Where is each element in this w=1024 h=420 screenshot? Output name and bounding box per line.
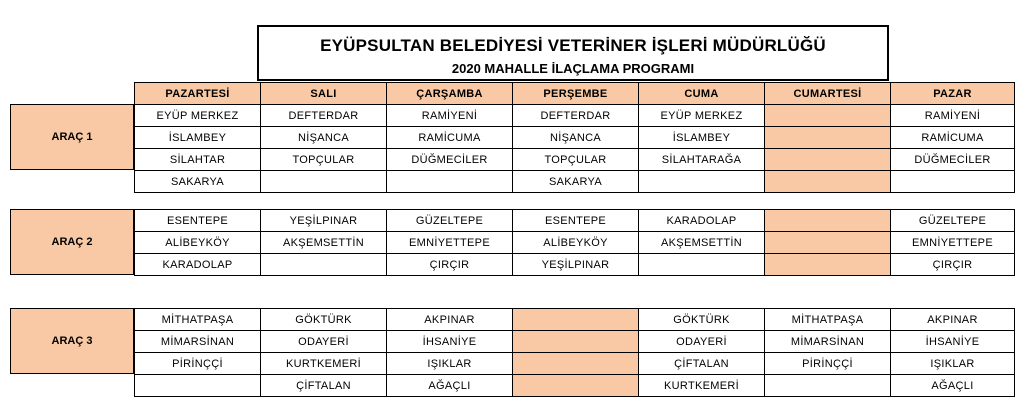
schedule-cell: AKPINAR (891, 309, 1015, 331)
table-row (135, 232, 1015, 254)
schedule-cell: GÜZELTEPE (387, 210, 513, 232)
schedule-cell (765, 149, 891, 171)
schedule-cell (261, 171, 387, 193)
schedule-cell (765, 375, 891, 397)
schedule-cell: SİLAHTARAĞA (639, 149, 765, 171)
schedule-cell: ALİBEYKÖY (135, 232, 261, 254)
schedule-cell: GÜZELTEPE (891, 210, 1015, 232)
schedule-cell: ÇIRÇIR (387, 254, 513, 276)
table-row (135, 149, 1015, 171)
schedule-cell: ÇİFTALAN (639, 353, 765, 375)
schedule-cell: RAMİCUMA (387, 127, 513, 149)
schedule-cell (765, 127, 891, 149)
schedule-cell: ALİBEYKÖY (513, 232, 639, 254)
schedule-cell: GÖKTÜRK (261, 309, 387, 331)
schedule-cell: AKŞEMSETTİN (639, 232, 765, 254)
vehicle-1-schedule (134, 104, 1015, 193)
schedule-cell: AKPINAR (387, 309, 513, 331)
schedule-cell (513, 353, 639, 375)
schedule-cell: RAMİYENİ (387, 105, 513, 127)
schedule-cell: MİTHATPAŞA (765, 309, 891, 331)
table-row (135, 254, 1015, 276)
schedule-cell: NİŞANCA (261, 127, 387, 149)
schedule-cell: EMNİYETTEPE (891, 232, 1015, 254)
schedule-cell: AĞAÇLI (387, 375, 513, 397)
schedule-cell: SAKARYA (135, 171, 261, 193)
schedule-cell: PİRİNÇÇİ (135, 353, 261, 375)
schedule-cell: RAMİYENİ (891, 105, 1015, 127)
schedule-cell: KURTKEMERİ (639, 375, 765, 397)
schedule-cell: AKŞEMSETTİN (261, 232, 387, 254)
schedule-cell: EYÜP MERKEZ (135, 105, 261, 127)
schedule-cell: AĞAÇLI (891, 375, 1015, 397)
schedule-cell: YEŞİLPINAR (513, 254, 639, 276)
vehicle-label-3: ARAÇ 3 (10, 308, 134, 374)
schedule-cell: SAKARYA (513, 171, 639, 193)
schedule-cell: IŞIKLAR (387, 353, 513, 375)
vehicle-3-schedule (134, 308, 1015, 397)
schedule-cell: ESENTEPE (513, 210, 639, 232)
schedule-cell (765, 171, 891, 193)
table-row (135, 210, 1015, 232)
schedule-cell: YEŞİLPINAR (261, 210, 387, 232)
schedule-cell: ÇİFTALAN (261, 375, 387, 397)
schedule-cell (639, 254, 765, 276)
schedule-cell: DEFTERDAR (513, 105, 639, 127)
schedule-cell: DÜĞMECİLER (891, 149, 1015, 171)
table-row (135, 105, 1015, 127)
schedule-cell: DÜĞMECİLER (387, 149, 513, 171)
day-header-sunday: PAZAR (891, 83, 1015, 105)
schedule-cell (513, 331, 639, 353)
schedule-cell (387, 171, 513, 193)
page-subtitle: 2020 MAHALLE İLAÇLAMA PROGRAMI (451, 61, 695, 76)
schedule-cell (513, 309, 639, 331)
schedule-cell: KURTKEMERİ (261, 353, 387, 375)
schedule-cell: EYÜP MERKEZ (639, 105, 765, 127)
schedule-cell (639, 171, 765, 193)
table-row (135, 309, 1015, 331)
schedule-cell: IŞIKLAR (891, 353, 1015, 375)
schedule-cell: ODAYERİ (639, 331, 765, 353)
schedule-cell: KARADOLAP (135, 254, 261, 276)
day-header-tuesday: SALI (261, 83, 387, 105)
schedule-cell: İSLAMBEY (135, 127, 261, 149)
schedule-cell: EMNİYETTEPE (387, 232, 513, 254)
schedule-cell (765, 254, 891, 276)
table-row (135, 127, 1015, 149)
schedule-cell: PİRİNÇÇİ (765, 353, 891, 375)
schedule-cell: İHSANİYE (891, 331, 1015, 353)
vehicle-label-2: ARAÇ 2 (10, 209, 134, 275)
schedule-cell: SİLAHTAR (135, 149, 261, 171)
schedule-cell: RAMİCUMA (891, 127, 1015, 149)
schedule-cell: DEFTERDAR (261, 105, 387, 127)
schedule-cell (765, 105, 891, 127)
schedule-cell (891, 171, 1015, 193)
schedule-cell (765, 232, 891, 254)
schedule-cell (135, 375, 261, 397)
title-box (257, 25, 889, 81)
day-header-wednesday: ÇARŞAMBA (387, 83, 513, 105)
page-title: EYÜPSULTAN BELEDİYESİ VETERİNER İŞLERİ MÜDÜRLÜĞÜ (320, 36, 826, 55)
schedule-cell: İHSANİYE (387, 331, 513, 353)
day-header-saturday: CUMARTESİ (765, 83, 891, 105)
schedule-cell: ODAYERİ (261, 331, 387, 353)
schedule-cell (765, 210, 891, 232)
schedule-cell: GÖKTÜRK (639, 309, 765, 331)
schedule-cell: TOPÇULAR (513, 149, 639, 171)
schedule-cell (261, 254, 387, 276)
day-header-friday: CUMA (639, 83, 765, 105)
schedule-cell: MİTHATPAŞA (135, 309, 261, 331)
schedule-cell: ESENTEPE (135, 210, 261, 232)
table-row (135, 171, 1015, 193)
day-header-row (134, 82, 1015, 105)
vehicle-2-schedule (134, 209, 1015, 276)
table-row (135, 353, 1015, 375)
vehicle-label-1: ARAÇ 1 (10, 104, 134, 170)
schedule-cell (513, 375, 639, 397)
schedule-cell: MİMARSİNAN (765, 331, 891, 353)
table-row (135, 331, 1015, 353)
schedule-cell: İSLAMBEY (639, 127, 765, 149)
day-header-thursday: PERŞEMBE (513, 83, 639, 105)
schedule-cell: ÇIRÇIR (891, 254, 1015, 276)
day-header-monday: PAZARTESİ (135, 83, 261, 105)
schedule-cell: MİMARSİNAN (135, 331, 261, 353)
schedule-cell: KARADOLAP (639, 210, 765, 232)
table-row (135, 375, 1015, 397)
schedule-cell: TOPÇULAR (261, 149, 387, 171)
schedule-cell: NİŞANCA (513, 127, 639, 149)
